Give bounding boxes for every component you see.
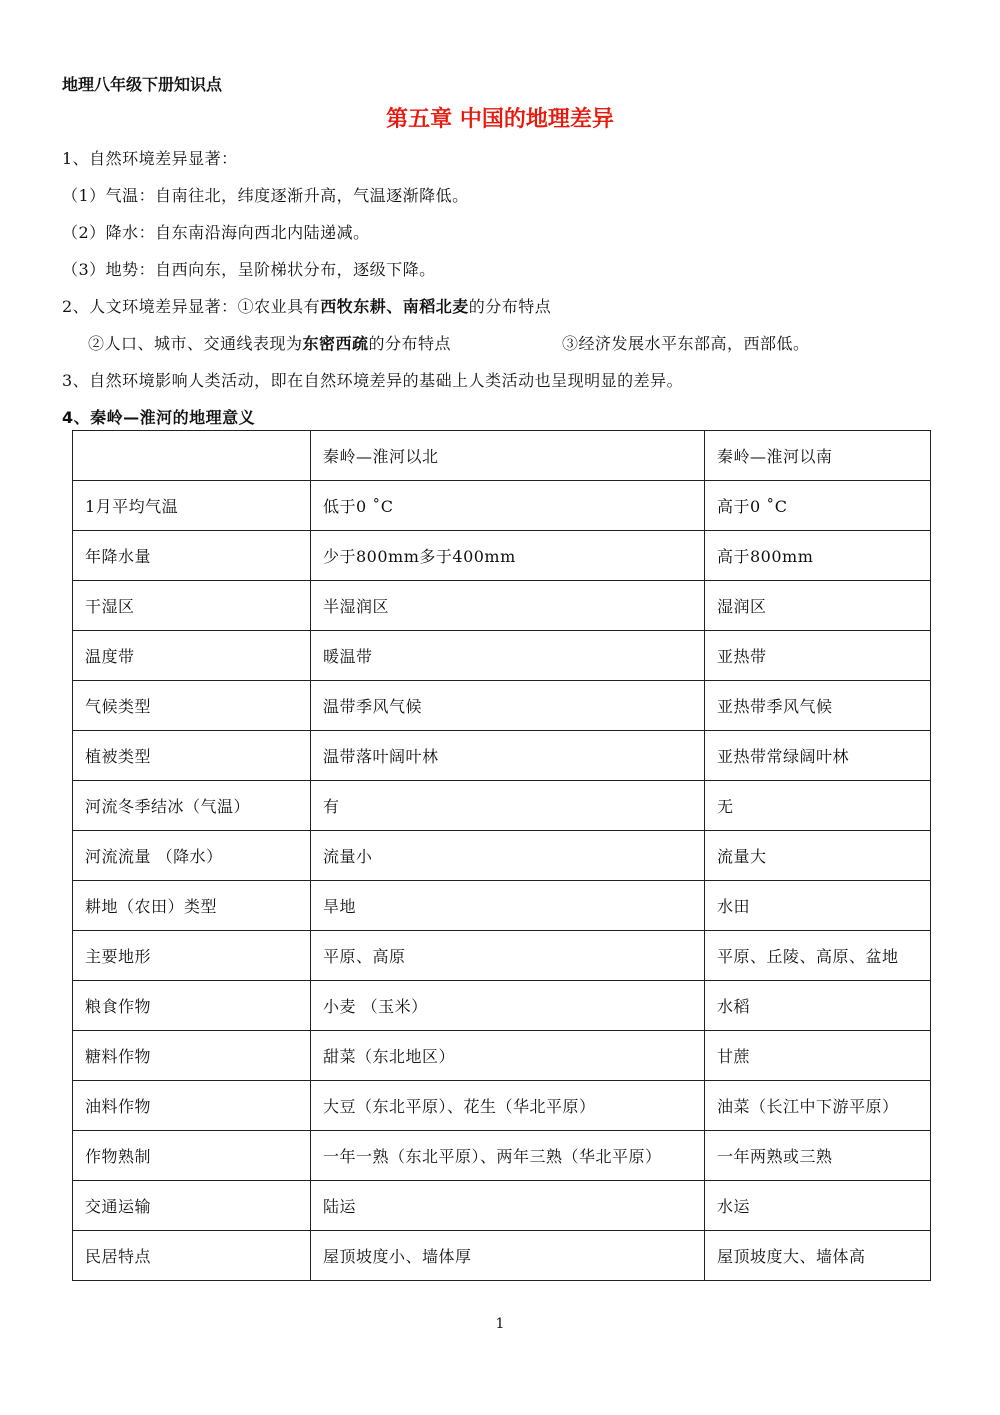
row-label-cell: 糖料作物 <box>73 1031 311 1081</box>
south-cell: 高于0 ˚C <box>705 481 931 531</box>
bold-term: 西牧东耕 <box>320 297 387 316</box>
table-row <box>73 1231 931 1281</box>
north-cell: 平原、高原 <box>311 931 705 981</box>
table-row <box>73 581 931 631</box>
row-label-cell: 1月平均气温 <box>73 481 311 531</box>
bold-term: 秦岭—淮河的地理意义 <box>90 408 256 427</box>
table-row <box>73 731 931 781</box>
north-cell: 少于800mm多于400mm <box>311 531 705 581</box>
south-cell: 亚热带季风气候 <box>705 681 931 731</box>
row-label-cell: 作物熟制 <box>73 1131 311 1181</box>
table-row <box>73 1181 931 1231</box>
south-cell: 屋顶坡度大、墙体高 <box>705 1231 931 1281</box>
text-segment: 的分布特点 <box>468 297 552 316</box>
table-row <box>73 781 931 831</box>
table-row <box>73 1131 931 1181</box>
point-1-temperature: （1）气温：自南往北，纬度逐渐升高，气温逐渐降低。 <box>62 186 469 205</box>
north-cell: 甜菜（东北地区） <box>311 1031 705 1081</box>
row-label-cell: 耕地（农田）类型 <box>73 881 311 931</box>
bold-term: 东密西疏 <box>302 334 369 353</box>
row-label-cell: 交通运输 <box>73 1181 311 1231</box>
north-cell: 低于0 ˚C <box>311 481 705 531</box>
row-label-cell: 主要地形 <box>73 931 311 981</box>
table-row <box>73 1031 931 1081</box>
south-cell: 水运 <box>705 1181 931 1231</box>
chapter-title: 第五章 中国的地理差异 <box>386 107 614 132</box>
north-cell: 流量小 <box>311 831 705 881</box>
north-cell: 小麦 （玉米） <box>311 981 705 1031</box>
south-cell: 亚热带常绿阔叶林 <box>705 731 931 781</box>
text-segment: 2、人文环境差异显著：①农业具有 <box>62 297 321 316</box>
bold-term: 南稻北麦 <box>402 297 469 316</box>
bold-term: 、 <box>386 297 403 316</box>
point-1-precipitation: （2）降水：自东南沿海向西北内陆递减。 <box>62 223 370 242</box>
qinling-huaihe-table <box>72 430 931 1281</box>
table-row <box>73 831 931 881</box>
point-2-economy: ③经济发展水平东部高，西部低。 <box>562 334 810 353</box>
north-cell: 有 <box>311 781 705 831</box>
south-cell: 水田 <box>705 881 931 931</box>
north-cell: 暖温带 <box>311 631 705 681</box>
table-header-cell: 秦岭—淮河以北 <box>311 431 705 481</box>
point-2-agriculture <box>62 294 551 317</box>
row-label-cell: 干湿区 <box>73 581 311 631</box>
north-cell: 陆运 <box>311 1181 705 1231</box>
table-row <box>73 631 931 681</box>
table-row <box>73 1081 931 1131</box>
table-row <box>73 681 931 731</box>
north-cell: 温带落叶阔叶林 <box>311 731 705 781</box>
north-cell: 温带季风气候 <box>311 681 705 731</box>
south-cell: 湿润区 <box>705 581 931 631</box>
table-row <box>73 481 931 531</box>
south-cell: 甘蔗 <box>705 1031 931 1081</box>
south-cell: 水稻 <box>705 981 931 1031</box>
row-label-cell: 植被类型 <box>73 731 311 781</box>
document-header: 地理八年级下册知识点 <box>62 75 223 94</box>
north-cell: 半湿润区 <box>311 581 705 631</box>
north-cell: 屋顶坡度小、墙体厚 <box>311 1231 705 1281</box>
table-row <box>73 531 931 581</box>
text-segment: 4、 <box>62 408 91 427</box>
row-label-cell: 粮食作物 <box>73 981 311 1031</box>
point-1-terrain: （3）地势：自西向东，呈阶梯状分布，逐级下降。 <box>62 260 436 279</box>
table-header-cell <box>73 431 311 481</box>
point-3: 3、自然环境影响人类活动，即在自然环境差异的基础上人类活动也呈现明显的差异。 <box>62 371 684 390</box>
north-cell: 大豆（东北平原）、花生（华北平原） <box>311 1081 705 1131</box>
north-cell: 一年一熟（东北平原）、两年三熟（华北平原） <box>311 1131 705 1181</box>
table-header-cell: 秦岭—淮河以南 <box>705 431 931 481</box>
text-segment: 的分布特点 <box>368 334 452 353</box>
point-1-heading: 1、自然环境差异显著： <box>62 149 238 168</box>
point-4-heading <box>62 405 255 428</box>
south-cell: 一年两熟或三熟 <box>705 1131 931 1181</box>
row-label-cell: 油料作物 <box>73 1081 311 1131</box>
north-cell: 旱地 <box>311 881 705 931</box>
table-row <box>73 931 931 981</box>
table-row <box>73 981 931 1031</box>
row-label-cell: 河流冬季结冰（气温） <box>73 781 311 831</box>
point-2-population <box>88 331 451 354</box>
table-row <box>73 881 931 931</box>
text-segment: ②人口、城市、交通线表现为 <box>88 334 303 353</box>
row-label-cell: 民居特点 <box>73 1231 311 1281</box>
row-label-cell: 河流流量 （降水） <box>73 831 311 881</box>
south-cell: 高于800mm <box>705 531 931 581</box>
row-label-cell: 年降水量 <box>73 531 311 581</box>
south-cell: 流量大 <box>705 831 931 881</box>
row-label-cell: 气候类型 <box>73 681 311 731</box>
table-header-row <box>73 431 931 481</box>
row-label-cell: 温度带 <box>73 631 311 681</box>
south-cell: 无 <box>705 781 931 831</box>
page-number: 1 <box>495 1316 505 1332</box>
south-cell: 平原、丘陵、高原、盆地 <box>705 931 931 981</box>
south-cell: 亚热带 <box>705 631 931 681</box>
south-cell: 油菜（长江中下游平原） <box>705 1081 931 1131</box>
